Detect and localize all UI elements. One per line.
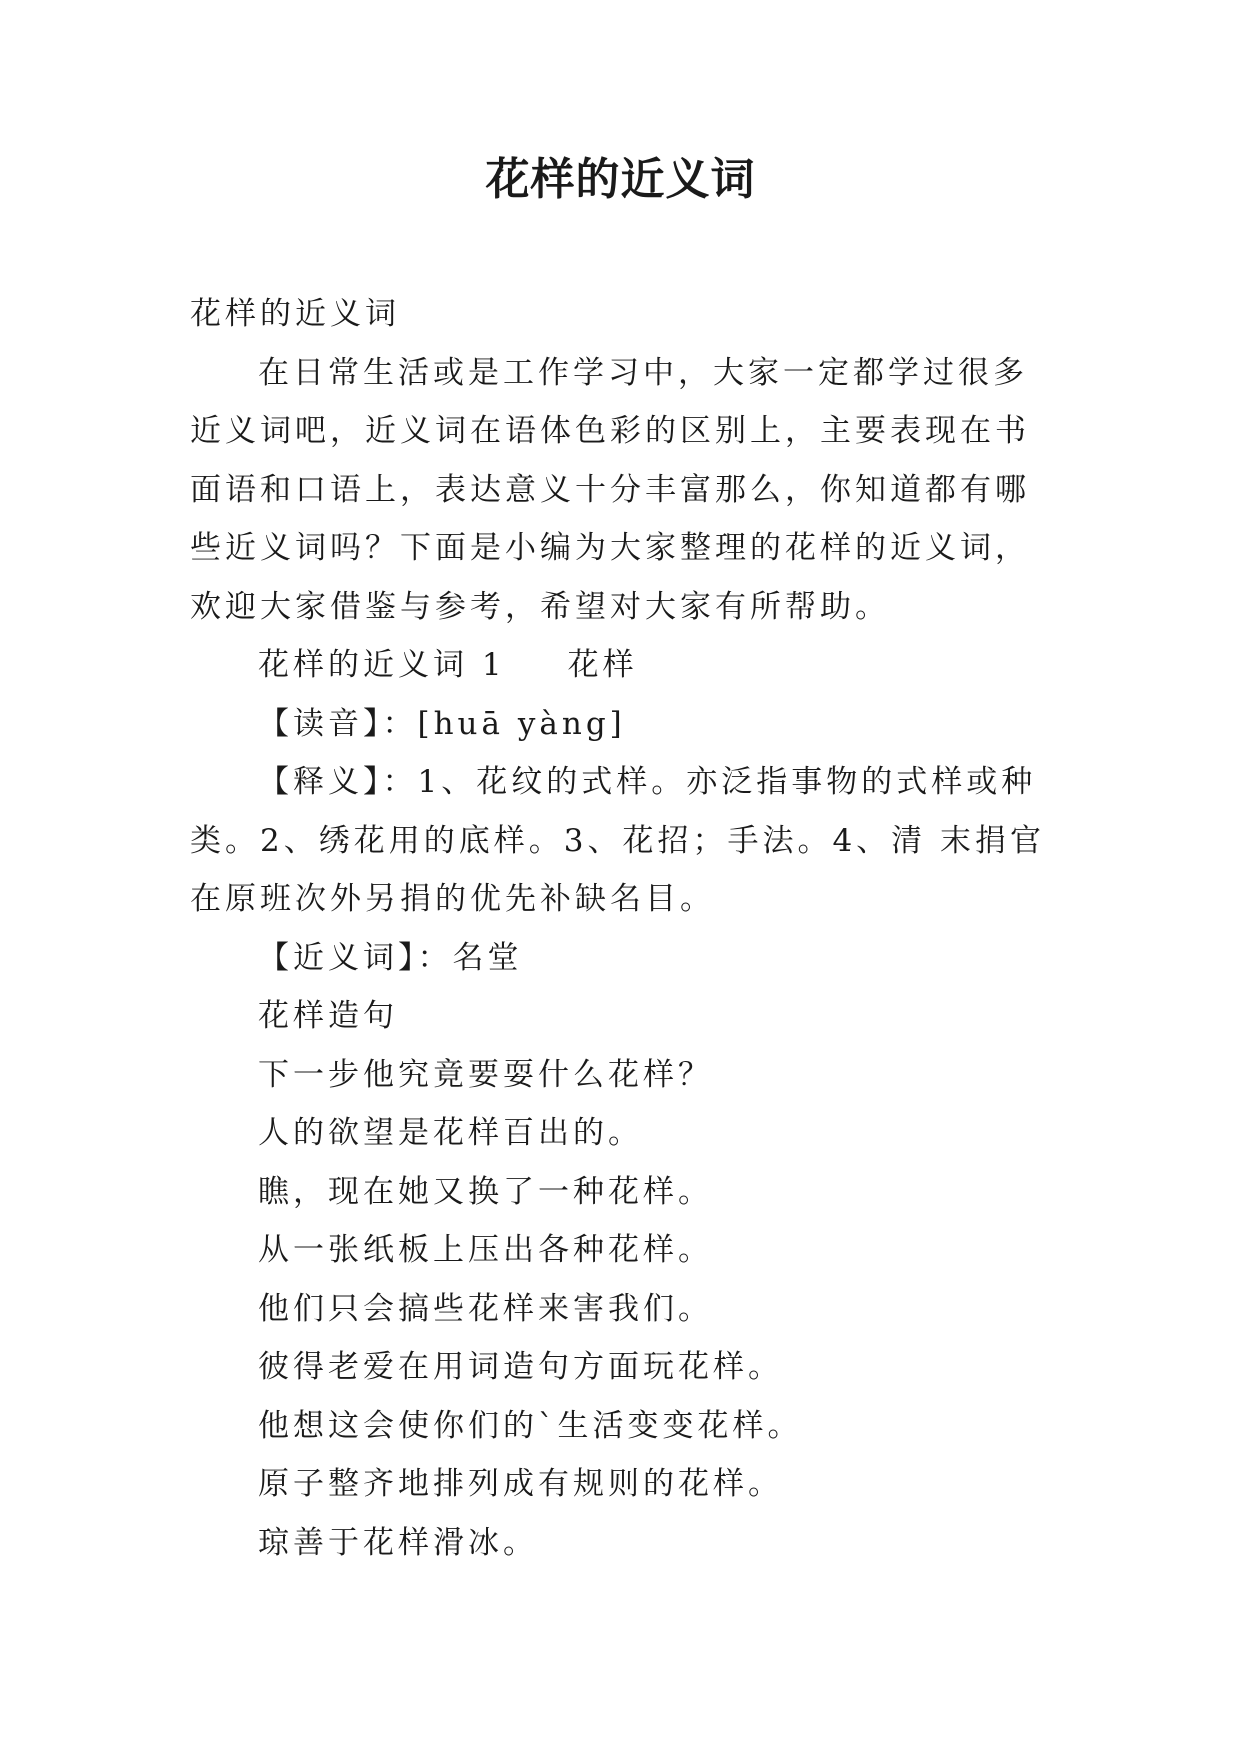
intro-paragraph: 在日常生活或是工作学习中，大家一定都学过很多近义词吧，近义词在语体色彩的区别上，主要表现在书面语和口语上，表达意义十分丰富那么，你知道都有哪些近义词吗？下面是小编为大家整理的花样的近义词，欢迎大家借鉴与参考，希望对大家有所帮助。 bbox=[190, 354, 1030, 625]
definition-label: 【释义】： bbox=[258, 764, 418, 800]
example-sentence: 彼得老爱在用词造句方面玩花样。 bbox=[258, 1349, 783, 1385]
definition-paragraph bbox=[190, 753, 1052, 929]
example-sentence: 瞧，现在她又换了一种花样。 bbox=[258, 1173, 713, 1210]
document-title: 花样的近义词 bbox=[485, 154, 756, 205]
definition-text: 1、花纹的式样。亦泛指事物的式样或种类。2、绣花用的底样。3、花招；手法。4、清 末捐官在原班次外另捐的优先补缺名目。 bbox=[190, 764, 1046, 917]
example-sentence: 人的欲望是花样百出的。 bbox=[258, 1115, 643, 1151]
example-sentence: 他想这会使你们的`生活变变花样。 bbox=[258, 1407, 803, 1444]
example-sentence: 琼善于花样滑冰。 bbox=[258, 1524, 538, 1561]
pronunciation-line bbox=[190, 695, 1052, 754]
subtitle: 花样的近义词 bbox=[190, 296, 400, 332]
pronunciation-label: 【读音】： bbox=[258, 705, 418, 742]
sentences-heading: 花样造句 bbox=[258, 998, 398, 1034]
entry-heading: 花样的近义词 1 bbox=[258, 647, 506, 683]
synonym: 名堂 bbox=[452, 939, 523, 976]
example-sentence: 原子整齐地排列成有规则的花样。 bbox=[258, 1466, 783, 1502]
entry-word: 花样 bbox=[567, 647, 638, 683]
document-body bbox=[190, 285, 1052, 1572]
pronunciation: [huā yàng] bbox=[417, 705, 626, 742]
entry-heading-line bbox=[190, 636, 1052, 695]
example-sentence: 下一步他究竟要耍什么花样？ bbox=[258, 1056, 713, 1093]
synonym-label: 【近义词】： bbox=[258, 939, 453, 976]
example-sentence: 从一张纸板上压出各种花样。 bbox=[258, 1232, 713, 1268]
example-sentence: 他们只会搞些花样来害我们。 bbox=[258, 1290, 713, 1327]
synonym-line bbox=[190, 929, 1052, 988]
